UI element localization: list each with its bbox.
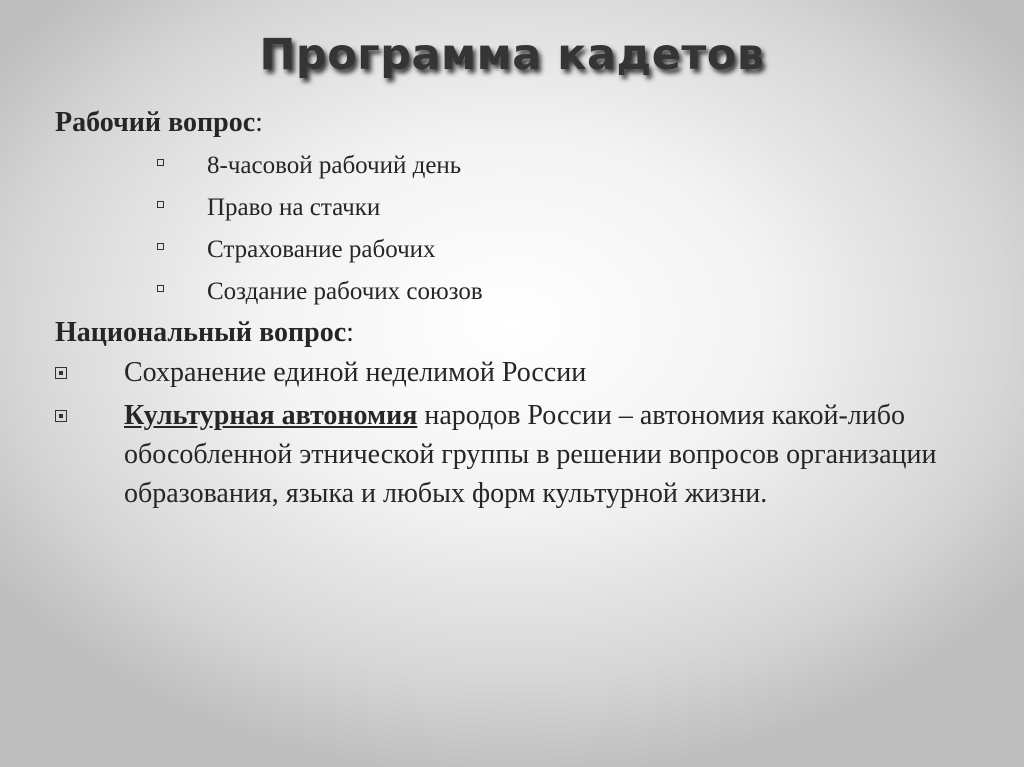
list-item-text: Страхование рабочих — [207, 236, 436, 263]
square-bullet-icon — [157, 201, 164, 208]
square-bullet-icon — [157, 285, 164, 292]
square-bullet-icon — [157, 243, 164, 250]
dotted-square-bullet-icon — [55, 367, 67, 379]
labour-question-list — [55, 145, 985, 313]
dotted-square-bullet-icon — [55, 410, 67, 422]
cultural-autonomy-term: Культурная автономия — [124, 400, 418, 431]
national-question-heading-text: Национальный вопрос — [55, 317, 347, 348]
slide-title: Программа кадетов — [259, 30, 765, 80]
list-item-text: 8-часовой рабочий день — [207, 152, 462, 179]
list-item-text: Сохранение единой неделимой России — [124, 357, 587, 388]
square-bullet-icon — [157, 159, 164, 166]
list-item — [55, 353, 985, 392]
slide-content — [55, 103, 985, 517]
cultural-autonomy-definition: народов России – автономия какой-либо обособленной этнической группы в решении вопросов организации образования, языка и любых форм культурной жизни. — [124, 400, 937, 509]
national-question-heading — [55, 313, 985, 353]
list-item-text: Создание рабочих союзов — [207, 278, 483, 305]
list-item — [55, 145, 985, 187]
list-item-text: Право на стачки — [207, 194, 381, 221]
labour-question-heading — [55, 103, 985, 143]
national-question-list — [55, 353, 985, 513]
labour-question-heading-colon: : — [255, 107, 263, 138]
list-item — [55, 229, 985, 271]
national-question-heading-colon: : — [346, 317, 354, 348]
list-item — [55, 396, 985, 513]
labour-question-heading-text: Рабочий вопрос — [55, 107, 256, 138]
list-item — [55, 271, 985, 313]
list-item — [55, 187, 985, 229]
